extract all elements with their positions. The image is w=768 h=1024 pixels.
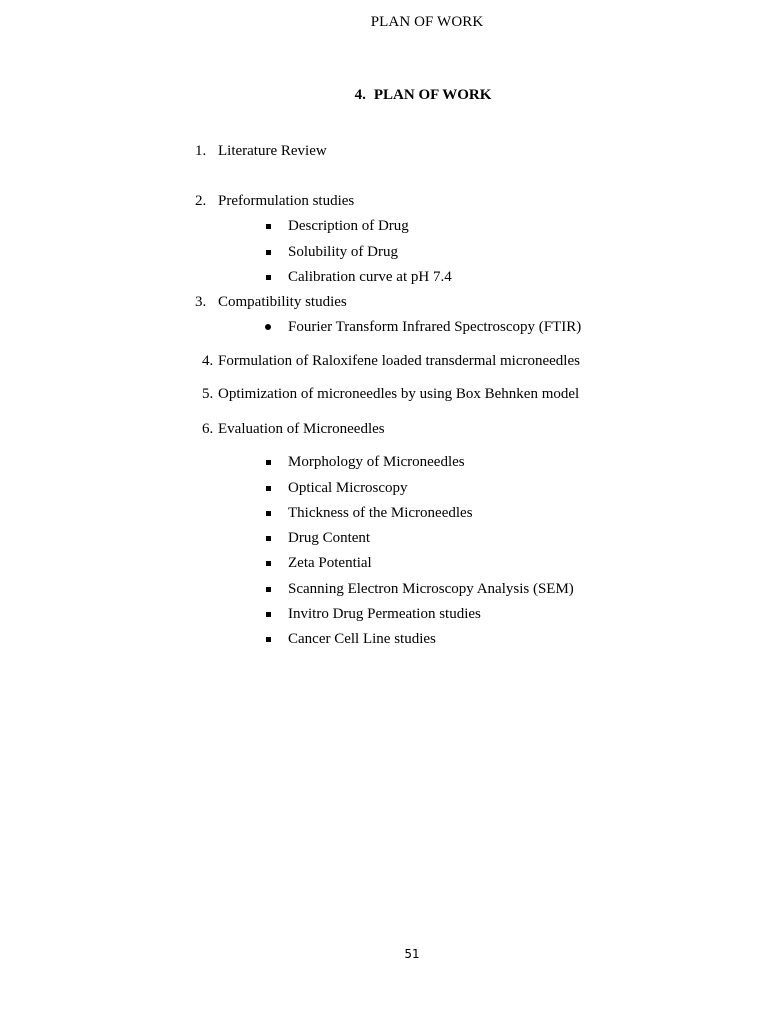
running-header: PLAN OF WORK [370, 14, 484, 30]
list-item [195, 143, 327, 160]
list-item-number: 2. [195, 193, 207, 209]
sub-item [266, 581, 574, 598]
sub-item-text: Description of Drug [288, 218, 409, 234]
list-item-text: Compatibility studies [218, 294, 347, 310]
list-item-number: 6. [202, 421, 214, 437]
sub-item [266, 319, 581, 336]
square-bullet-icon [266, 587, 271, 592]
list-item [202, 421, 385, 438]
list-item-number: 3. [195, 294, 207, 310]
sub-item-text: Calibration curve at pH 7.4 [288, 269, 452, 285]
square-bullet-icon [266, 460, 271, 465]
square-bullet-icon [266, 486, 271, 491]
sub-item [266, 244, 398, 261]
chapter-title [0, 87, 768, 104]
sub-item-text: Solubility of Drug [288, 244, 399, 260]
sub-item [266, 606, 481, 623]
sub-item [266, 530, 370, 547]
sub-item [266, 454, 465, 471]
sub-item-text: Fourier Transform Infrared Spectroscopy (FTIR) [288, 319, 582, 335]
list-item-text: Formulation of Raloxifene loaded transdermal microneedles [218, 353, 580, 369]
sub-item-text: Cancer Cell Line studies [288, 631, 436, 647]
list-item-text: Optimization of microneedles by using Box Behnken model [218, 386, 580, 402]
chapter-number: 4. [354, 87, 366, 103]
square-bullet-icon [266, 536, 271, 541]
square-bullet-icon [266, 612, 271, 617]
list-item-text: Evaluation of Microneedles [218, 421, 385, 437]
sub-item [266, 505, 473, 522]
sub-item-text: Drug Content [288, 530, 371, 546]
sub-item [266, 218, 409, 235]
sub-item-text: Optical Microscopy [288, 480, 408, 496]
square-bullet-icon [266, 637, 271, 642]
sub-item [266, 480, 408, 497]
square-bullet-icon [266, 511, 271, 516]
sub-item-text: Invitro Drug Permeation studies [288, 606, 481, 622]
square-bullet-icon [266, 224, 271, 229]
sub-item [266, 631, 436, 648]
list-item [195, 193, 354, 210]
square-bullet-icon [266, 275, 271, 280]
page-number: 51 [404, 947, 420, 961]
list-item-number: 5. [202, 386, 214, 402]
list-item-text: Literature Review [218, 143, 327, 159]
sub-item [266, 555, 372, 572]
list-item [202, 353, 580, 370]
list-item [195, 294, 347, 311]
square-bullet-icon [266, 250, 271, 255]
round-bullet-icon [265, 324, 271, 330]
list-item-text: Preformulation studies [218, 193, 355, 209]
sub-item-text: Morphology of Microneedles [288, 454, 465, 470]
list-item-number: 1. [195, 143, 207, 159]
chapter-title-text: PLAN OF WORK [373, 87, 492, 103]
list-item [202, 386, 579, 403]
square-bullet-icon [266, 561, 271, 566]
sub-item [266, 269, 452, 286]
sub-item-text: Scanning Electron Microscopy Analysis (SEM) [288, 581, 574, 597]
list-item-number: 4. [202, 353, 214, 369]
sub-item-text: Zeta Potential [288, 555, 372, 571]
sub-item-text: Thickness of the Microneedles [288, 505, 473, 521]
